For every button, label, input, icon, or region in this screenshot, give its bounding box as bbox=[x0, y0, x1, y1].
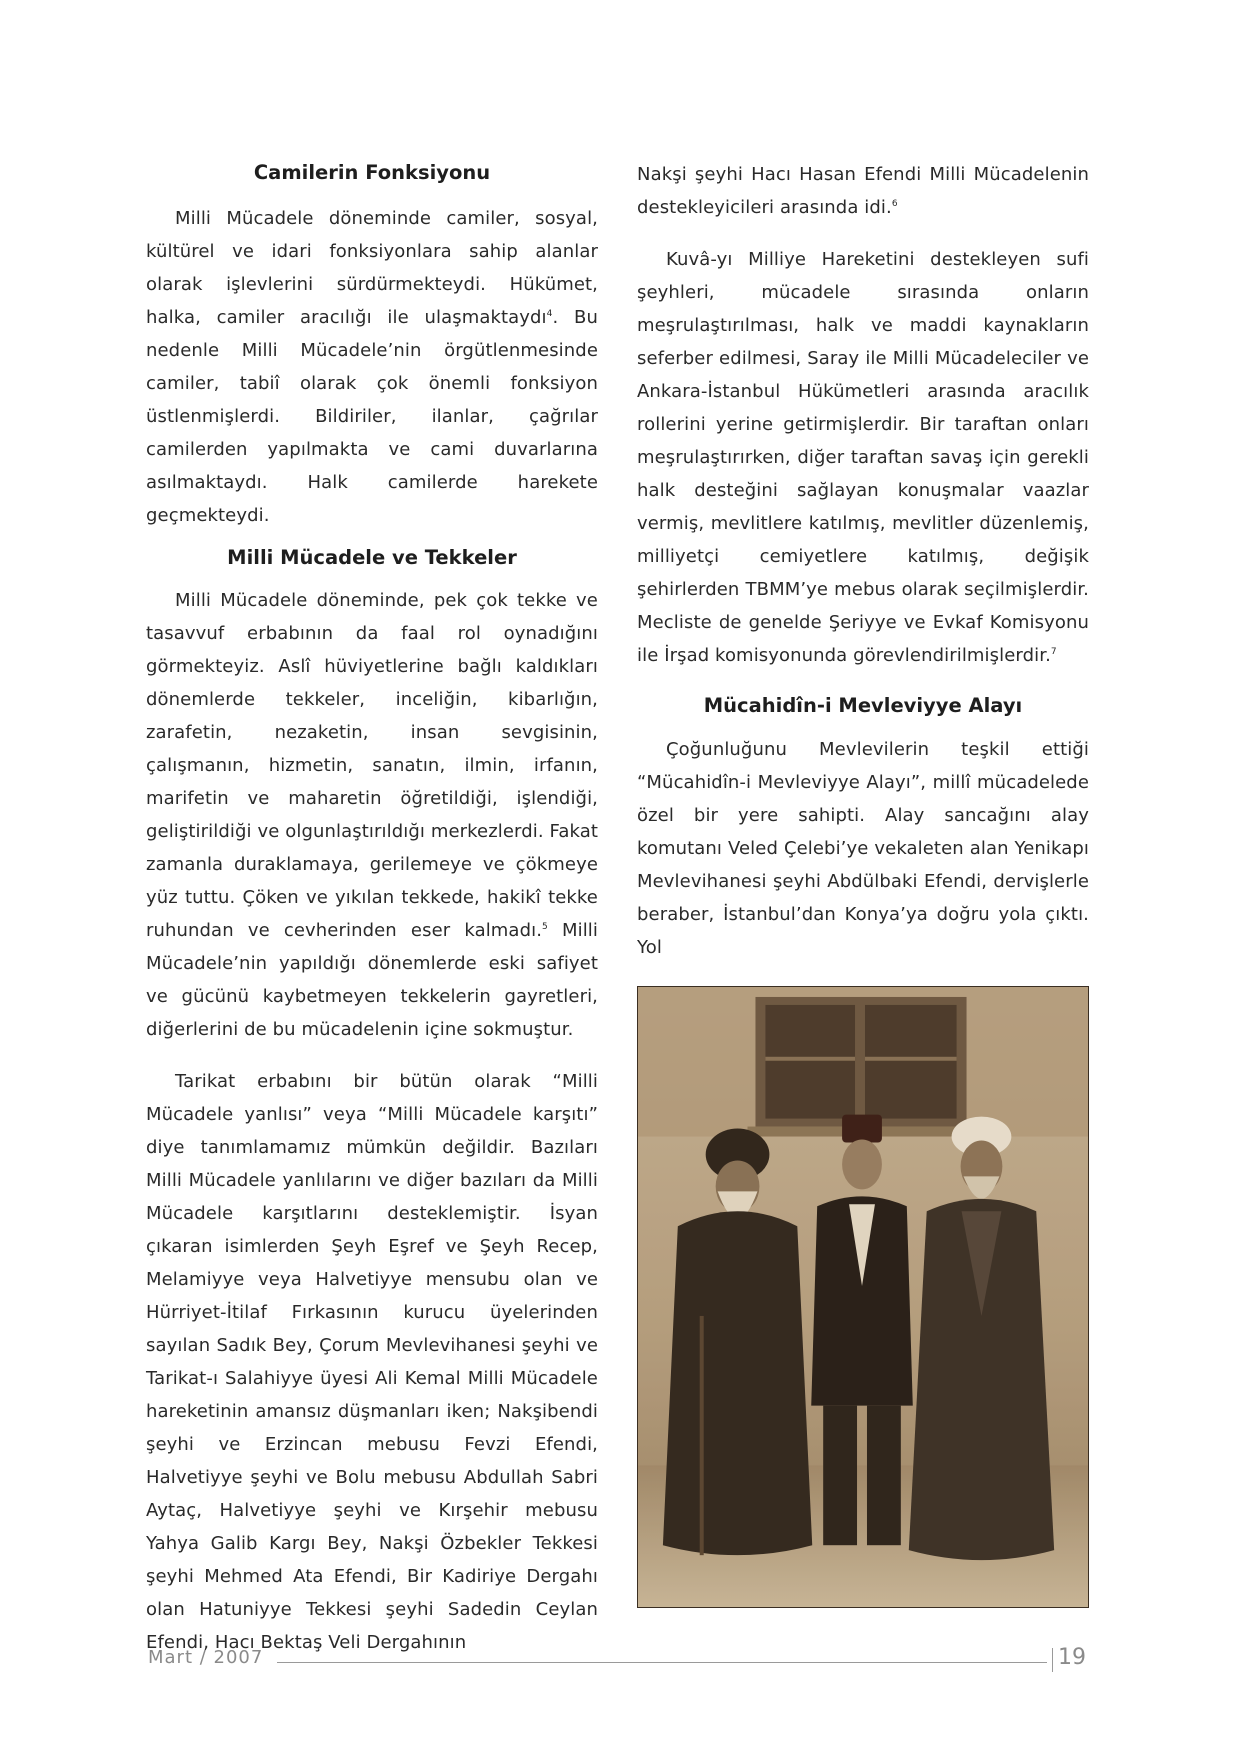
paragraph bbox=[637, 243, 1089, 672]
left-column bbox=[146, 158, 598, 1659]
footnote-ref: 4 bbox=[546, 309, 553, 319]
page-number: 19 bbox=[1058, 1645, 1086, 1670]
footer-rule bbox=[277, 1662, 1047, 1663]
paragraph-text: Kuvâ-yı Milliye Hareketini destekleyen sufi şeyhleri, mücadele sırasında onların meşrulaştırılması, halk ve maddi kaynakların seferber edilmesi, Saray ile Milli Mücadeleciler ve Ankara-İstanbul Hükümetleri arasında aracılık rollerini yerine getirmişlerdir. Bir taraftan onları meşrulaştırırken, diğer taraftan savaş için gerekli halk desteğini sağlayan konuşmalar vaazlar vermiş, mevlitlere katılmış, mevlitler düzenlemiş, milliyetçi cemiyetlere katılmış, değişik şehirlerden TBMM’ye mebus olarak seçilmişlerdir. Mecliste de genelde Şeriyye ve Evkaf Komisyonu ile İrşad komisyonunda görevlendirilmişlerdir. bbox=[637, 249, 1089, 666]
right-column bbox=[637, 158, 1089, 964]
footnote-ref: 5 bbox=[542, 922, 548, 932]
footnote-ref: 7 bbox=[1050, 647, 1057, 657]
paragraph: Tarikat erbabını bir bütün olarak “Milli Mücadele yanlısı” veya “Milli Mücadele karşıtı” diye tanımlamamız mümkün değildir. Bazıları Milli Mücadele yanlılarını ve diğer bazıları da Milli Mücadele karşıtlarını desteklemiştir. İsyan çıkaran isimlerden Şeyh Eşref ve Şeyh Recep, Melamiyye veya Halvetiyye mensubu olan ve Hürriyet-İtilaf Fırkasının kurucu üyelerinden sayılan Sadık Bey, Çorum Mevlevihanesi şeyhi ve Tarikat-ı Salahiyye üyesi Ali Kemal Milli Mücadele hareketinin amansız düşmanları iken; Nakşibendi şeyhi ve Erzincan mebusu Fevzi Efendi, Halvetiyye şeyhi ve Bolu mebusu Abdullah Sabri Aytaç, Halvetiyye şeyhi ve Kırşehir mebusu Yahya Galib Kargı Bey, Nakşi Özbekler Tekkesi şeyhi Mehmed Ata Efendi, Bir Kadiriye Dergahı olan Hatuniyye Tekkesi şeyhi Sadedin Ceylan Efendi, Hacı Bektaş Veli Dergahının bbox=[146, 1071, 598, 1653]
paragraph bbox=[637, 158, 1089, 224]
paragraph: Çoğunluğunu Mevlevilerin teşkil ettiği “Mücahidîn-i Mevleviyye Alayı”, millî mücadelede özel bir yere sahipti. Alay sancağını alay komutanı Veled Çelebi’ye vekaleten alan Yenikapı Mevlevihanesi şeyhi Abdülbaki Efendi, dervişlerle beraber, İstanbul’dan Konya’ya doğru yola çıktı. Yol bbox=[637, 739, 1089, 958]
paragraph-text: Milli Mücadele’nin yapıldığı dönemlerde eski safiyet ve gücünü kaybetmeyen tekkelerin gayretleri, diğerlerini de bu mücadelenin içine sokmuştur. bbox=[146, 920, 598, 1040]
section-heading-mevleviyye: Mücahidîn-i Mevleviyye Alayı bbox=[703, 694, 1023, 717]
paragraph-text: . Bu nedenle Milli Mücadele’nin örgütlenmesinde camiler, tabiî olarak çok önemli fonksiyon üstlenmişlerdi. Bildiriler, ilanlar, çağrılar camilerden yapılmakta ve cami duvarlarına asılmaktaydı. Halk camilerde harekete geçmekteydi. bbox=[146, 307, 599, 526]
paragraph-text: Nakşi şeyhi Hacı Hasan Efendi Milli Mücadelenin destekleyicileri arasında idi. bbox=[637, 164, 1089, 218]
paragraph-text: Milli Mücadele döneminde camiler, sosyal, kültürel ve idari fonksiyonlara sahip alanlar olarak işlevlerini sürdürmekteydi. Hükümet, halka, camiler aracılığı ile ulaşmaktaydı bbox=[146, 208, 598, 328]
footnote-ref: 6 bbox=[891, 199, 898, 209]
footer-date: Mart / 2007 bbox=[148, 1647, 264, 1668]
historical-photo bbox=[637, 986, 1089, 1608]
paragraph bbox=[146, 202, 598, 532]
paragraph-text: Milli Mücadele döneminde, pek çok tekke ve tasavvuf erbabının da faal rol oynadığını görmekteyiz. Aslî hüviyetlerine bağlı kaldıkları dönemlerde tekkeler, inceliğin, kibarlığın, zarafetin, nezaketin, insan sevgisinin, çalışmanın, hizmetin, sanatın, ilmin, irfanın, marifetin ve maharetin öğretildiği, işlendiği, geliştirildiği ve olgunlaştırıldığı merkezlerdi. Fakat zamanla duraklamaya, gerilemeye ve çökmeye yüz tuttu. Çöken ve yıkılan tekkede, hakikî tekke ruhundan ve cevherinden eser kalmadı. bbox=[146, 590, 598, 941]
paragraph bbox=[146, 584, 598, 1046]
section-heading-mosques: Camilerin Fonksiyonu bbox=[253, 161, 491, 184]
section-heading-tekkes: Milli Mücadele ve Tekkeler bbox=[227, 546, 517, 569]
photo-illustration bbox=[638, 987, 1088, 1607]
footer-divider bbox=[1052, 1648, 1053, 1672]
